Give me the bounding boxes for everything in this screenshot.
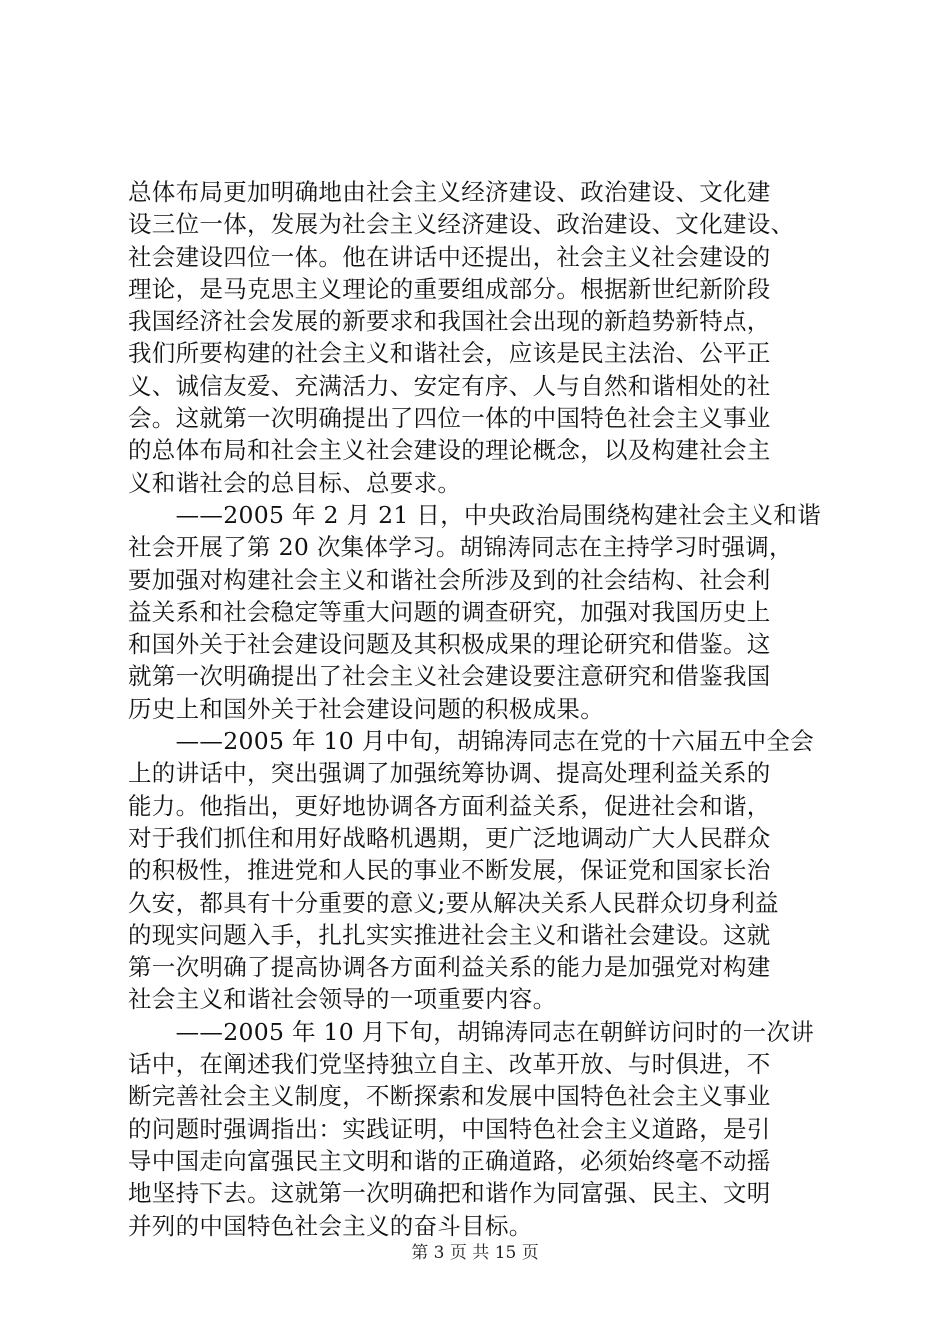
text-line: ——2005 年 2 月 21 日，中央政治局围绕构建社会主义和谐	[128, 500, 822, 529]
text-line: 会。这就第一次明确提出了四位一体的中国特色社会主义事业	[128, 404, 771, 433]
body-text	[128, 176, 828, 1242]
text-line: ——2005 年 10 月下旬，胡锦涛同志在朝鲜访问时的一次讲	[128, 1017, 815, 1046]
text-line: 的问题时强调指出：实践证明，中国特色社会主义道路，是引	[128, 1114, 771, 1143]
text-line: 的总体布局和社会主义社会建设的理论概念，以及构建社会主	[128, 436, 771, 465]
text-line: 能力。他指出，更好地协调各方面利益关系，促进社会和谐，	[128, 791, 771, 820]
text-line: 义和谐社会的总目标、总要求。	[128, 468, 462, 497]
text-line: 理论，是马克思主义理论的重要组成部分。根据新世纪新阶段	[128, 274, 771, 303]
text-line: 社会开展了第 20 次集体学习。胡锦涛同志在主持学习时强调，	[128, 533, 793, 562]
page-number-footer: 第 3 页 共 15 页	[411, 1243, 539, 1263]
text-line: 义、诚信友爱、充满活力、安定有序、人与自然和谐相处的社	[128, 371, 771, 400]
text-line: 久安，都具有十分重要的意义;要从解决关系人民群众切身利益	[128, 888, 779, 917]
text-line: 断完善社会主义制度，不断探索和发展中国特色社会主义事业	[128, 1082, 771, 1111]
text-line: 上的讲话中，突出强调了加强统筹协调、提高处理利益关系的	[128, 759, 771, 788]
text-line: 并列的中国特色社会主义的奋斗目标。	[128, 1211, 533, 1240]
text-line: 的积极性，推进党和人民的事业不断发展，保证党和国家长治	[128, 856, 771, 885]
text-line: 对于我们抓住和用好战略机遇期，更广泛地调动广大人民群众	[128, 823, 771, 852]
text-line: 社会建设四位一体。他在讲话中还提出，社会主义社会建设的	[128, 242, 771, 271]
text-line: 益关系和社会稳定等重大问题的调查研究，加强对我国历史上	[128, 597, 771, 626]
text-line: 我国经济社会发展的新要求和我国社会出现的新趋势新特点，	[128, 307, 771, 336]
text-line: 社会主义和谐社会领导的一项重要内容。	[128, 985, 557, 1014]
text-line: 地坚持下去。这就第一次明确把和谐作为同富强、民主、文明	[128, 1179, 771, 1208]
text-line: 我们所要构建的社会主义和谐社会，应该是民主法治、公平正	[128, 339, 771, 368]
text-line: 话中，在阐述我们党坚持独立自主、改革开放、与时俱进，不	[128, 1050, 771, 1079]
text-line: 总体布局更加明确地由社会主义经济建设、政治建设、文化建	[128, 178, 771, 206]
text-line: 历史上和国外关于社会建设问题的积极成果。	[128, 694, 604, 723]
text-line: 导中国走向富强民主文明和谐的正确道路，必须始终毫不动摇	[128, 1146, 771, 1175]
text-line: 设三位一体，发展为社会主义经济建设、政治建设、文化建设、	[128, 210, 795, 239]
text-line: 第一次明确了提高协调各方面利益关系的能力是加强党对构建	[128, 953, 771, 982]
text-line: 要加强对构建社会主义和谐社会所涉及到的社会结构、社会利	[128, 565, 771, 594]
text-line: ——2005 年 10 月中旬，胡锦涛同志在党的十六届五中全会	[128, 727, 815, 756]
text-line: 和国外关于社会建设问题及其积极成果的理论研究和借鉴。这	[128, 630, 771, 659]
text-line: 就第一次明确提出了社会主义社会建设要注意研究和借鉴我国	[128, 662, 771, 691]
text-line: 的现实问题入手，扎扎实实推进社会主义和谐社会建设。这就	[128, 920, 771, 949]
